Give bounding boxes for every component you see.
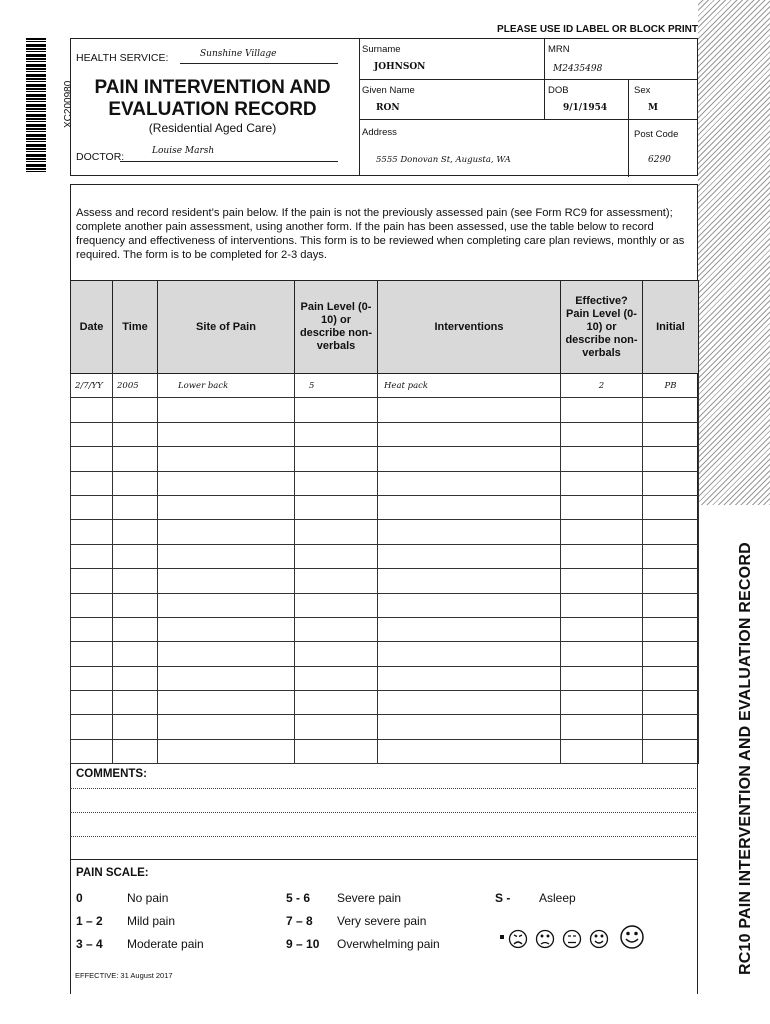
very-sad-face-icon: [510, 931, 527, 948]
table-cell[interactable]: [71, 422, 113, 446]
scale-code: 9 – 10: [286, 937, 320, 951]
table-cell[interactable]: [561, 715, 643, 739]
table-cell[interactable]: [378, 691, 561, 715]
table-cell[interactable]: [643, 471, 699, 495]
table-cell[interactable]: [643, 544, 699, 568]
table-cell[interactable]: [113, 544, 158, 568]
table-cell[interactable]: [561, 617, 643, 641]
table-cell[interactable]: [113, 666, 158, 690]
happy-face-icon: [621, 926, 643, 948]
address-value[interactable]: 5555 Donovan St, Augusta, WA: [376, 155, 511, 165]
health-service-value[interactable]: Sunshine Village: [200, 49, 277, 59]
table-cell[interactable]: [378, 495, 561, 519]
scale-code: 7 – 8: [286, 914, 313, 928]
table-cell[interactable]: [113, 398, 158, 422]
effective-date: EFFECTIVE: 31 August 2017: [75, 971, 173, 980]
table-cell[interactable]: [295, 569, 378, 593]
cell-effective[interactable]: 2: [561, 374, 643, 398]
block-print-note: PLEASE USE ID LABEL OR BLOCK PRINT: [497, 24, 698, 35]
table-cell[interactable]: [71, 569, 113, 593]
table-cell[interactable]: [561, 739, 643, 763]
health-service-label: HEALTH SERVICE:: [76, 52, 169, 64]
dob-label: DOB: [548, 85, 569, 96]
table-cell[interactable]: [561, 666, 643, 690]
col-effective: Effective? Pain Level (0-10) or describe non-verbals: [561, 281, 643, 374]
scale-code: 1 – 2: [76, 914, 103, 928]
table-cell[interactable]: [378, 739, 561, 763]
table-row: [71, 617, 699, 641]
table-cell[interactable]: [158, 398, 295, 422]
pain-scale-divider: [70, 859, 698, 860]
table-row: [71, 715, 699, 739]
table-cell[interactable]: [71, 447, 113, 471]
table-cell[interactable]: [113, 495, 158, 519]
postcode-label: Post Code: [634, 129, 679, 140]
table-row: [71, 642, 699, 666]
table-cell[interactable]: [378, 398, 561, 422]
table-row: [71, 374, 699, 398]
table-cell[interactable]: [158, 715, 295, 739]
table-cell[interactable]: [643, 398, 699, 422]
table-cell[interactable]: [113, 691, 158, 715]
table-cell[interactable]: [643, 520, 699, 544]
table-cell[interactable]: [71, 617, 113, 641]
hatched-margin: [698, 0, 770, 505]
table-cell[interactable]: [113, 422, 158, 446]
table-cell[interactable]: [113, 520, 158, 544]
table-cell[interactable]: [295, 495, 378, 519]
table-cell[interactable]: [561, 398, 643, 422]
table-cell[interactable]: [113, 739, 158, 763]
instructions: Assess and record resident’s pain below. If the pain is not the previously assessed pain (see Form RC9 for assessment); complete another pain assessment, using another form. If the pain has been assessed, use the table below to record frequency and effectiveness of interventions. This form is to be reviewed when completing care plan reviews, monthly or as required. The form is to be completed for 2-3 days.: [76, 207, 685, 261]
table-cell[interactable]: [113, 447, 158, 471]
scale-code: S -: [495, 891, 511, 905]
smile-face-icon: [591, 931, 608, 948]
pain-faces: [508, 925, 658, 953]
table-cell[interactable]: [295, 447, 378, 471]
col-initial: Initial: [643, 281, 699, 374]
scale-desc: No pain: [127, 891, 169, 905]
table-cell[interactable]: [378, 520, 561, 544]
table-cell[interactable]: [295, 520, 378, 544]
table-cell[interactable]: [378, 471, 561, 495]
table-cell[interactable]: [561, 471, 643, 495]
table-cell[interactable]: [643, 569, 699, 593]
health-service-underline: [180, 63, 338, 64]
cell-site[interactable]: Lower back: [158, 374, 295, 398]
table-cell[interactable]: [561, 691, 643, 715]
scale-desc: Overwhelming pain: [337, 937, 440, 951]
table-cell[interactable]: [71, 398, 113, 422]
table-cell[interactable]: [158, 569, 295, 593]
table-cell[interactable]: [378, 666, 561, 690]
neutral-face-icon: [564, 931, 581, 948]
comment-line-2[interactable]: [70, 812, 698, 813]
table-body: [71, 374, 699, 764]
scale-desc: Severe pain: [337, 891, 402, 905]
table-cell[interactable]: [561, 422, 643, 446]
table-cell[interactable]: [643, 447, 699, 471]
table-row: [71, 495, 699, 519]
table-cell[interactable]: [378, 447, 561, 471]
scale-desc: Mild pain: [127, 914, 176, 928]
comments-label: COMMENTS:: [76, 768, 147, 780]
table-cell[interactable]: [643, 422, 699, 446]
intervention-table: [70, 280, 699, 764]
col-time: Time: [113, 281, 158, 374]
table-row: [71, 691, 699, 715]
table-cell[interactable]: [158, 666, 295, 690]
side-title: RC10 PAIN INTERVENTION AND EVALUATION RECORD: [737, 542, 754, 975]
col-pain-level: Pain Level (0-10) or describe non-verbals: [295, 281, 378, 374]
table-cell[interactable]: [71, 739, 113, 763]
sad-face-icon: [537, 931, 554, 948]
table-cell[interactable]: [158, 422, 295, 446]
scale-code: 0: [76, 891, 83, 905]
table-cell[interactable]: [158, 544, 295, 568]
table-cell[interactable]: [378, 642, 561, 666]
scale-desc: Very severe pain: [337, 914, 427, 928]
table-cell[interactable]: [113, 617, 158, 641]
table-cell[interactable]: [643, 617, 699, 641]
table-cell[interactable]: [71, 666, 113, 690]
table-row: [71, 422, 699, 446]
form-title-line1: PAIN INTERVENTION AND: [94, 77, 331, 98]
table-cell[interactable]: [113, 715, 158, 739]
table-cell[interactable]: [71, 471, 113, 495]
given-name-value[interactable]: RON: [376, 103, 400, 113]
scale-desc: Moderate pain: [127, 937, 204, 951]
table-cell[interactable]: [643, 593, 699, 617]
table-cell[interactable]: [71, 691, 113, 715]
table-row: [71, 447, 699, 471]
barcode: [26, 38, 46, 174]
doctor-value[interactable]: Louise Marsh: [152, 146, 215, 156]
table-row: [71, 520, 699, 544]
table-cell[interactable]: [295, 617, 378, 641]
cell-date[interactable]: 2/7/YY: [71, 374, 113, 398]
table-cell[interactable]: [643, 739, 699, 763]
scale-code: 3 – 4: [76, 937, 103, 951]
surname-label: Surname: [362, 44, 401, 55]
table-cell[interactable]: [561, 544, 643, 568]
cell-time[interactable]: 2005: [113, 374, 158, 398]
table-cell[interactable]: [378, 544, 561, 568]
cell-initial[interactable]: PB: [643, 374, 699, 398]
table-cell[interactable]: [561, 520, 643, 544]
table-row: [71, 666, 699, 690]
doctor-underline: [120, 161, 338, 162]
table-cell[interactable]: [158, 471, 295, 495]
table-cell[interactable]: [158, 495, 295, 519]
table-cell[interactable]: [158, 593, 295, 617]
table-cell[interactable]: [561, 495, 643, 519]
table-cell[interactable]: [71, 715, 113, 739]
table-cell[interactable]: [71, 520, 113, 544]
table-cell[interactable]: [71, 593, 113, 617]
table-cell[interactable]: [158, 739, 295, 763]
col-site: Site of Pain: [158, 281, 295, 374]
table-cell[interactable]: [295, 422, 378, 446]
table-cell[interactable]: [295, 471, 378, 495]
table-cell[interactable]: [643, 715, 699, 739]
bullet-icon: [500, 935, 504, 939]
dob-value[interactable]: 9/1/1954: [563, 103, 608, 113]
table-cell[interactable]: [158, 447, 295, 471]
table-cell[interactable]: [295, 739, 378, 763]
scale-desc: Asleep: [539, 891, 576, 905]
table-cell[interactable]: [643, 642, 699, 666]
table-cell[interactable]: [295, 593, 378, 617]
comment-line-1[interactable]: [70, 788, 698, 789]
table-cell[interactable]: [643, 666, 699, 690]
table-cell[interactable]: [295, 544, 378, 568]
table-cell[interactable]: [378, 593, 561, 617]
table-cell[interactable]: [71, 495, 113, 519]
table-row: [71, 398, 699, 422]
sex-label: Sex: [634, 85, 651, 96]
surname-value[interactable]: JOHNSON: [374, 62, 426, 72]
table-cell[interactable]: [71, 642, 113, 666]
mrn-label: MRN: [548, 44, 570, 55]
table-cell[interactable]: [113, 593, 158, 617]
table-cell[interactable]: [113, 569, 158, 593]
table-cell[interactable]: [561, 593, 643, 617]
table-row: [71, 593, 699, 617]
comment-line-3[interactable]: [70, 836, 698, 837]
form-subtitle: (Residential Aged Care): [148, 121, 277, 135]
table-cell[interactable]: [643, 691, 699, 715]
table-cell[interactable]: [295, 715, 378, 739]
sex-value[interactable]: M: [648, 103, 658, 113]
table-cell[interactable]: [295, 398, 378, 422]
table-cell[interactable]: [158, 642, 295, 666]
given-name-label: Given Name: [362, 85, 415, 96]
address-label: Address: [362, 127, 397, 138]
form-title-line2: EVALUATION RECORD: [108, 99, 317, 120]
barcode-number: XC200980: [63, 80, 74, 128]
table-cell[interactable]: [113, 471, 158, 495]
col-interventions: Interventions: [378, 281, 561, 374]
mrn-value[interactable]: M2435498: [553, 64, 603, 74]
table-cell[interactable]: [71, 544, 113, 568]
table-cell[interactable]: [378, 617, 561, 641]
table-cell[interactable]: [378, 715, 561, 739]
table-cell[interactable]: [295, 666, 378, 690]
table-cell[interactable]: [378, 422, 561, 446]
table-cell[interactable]: [158, 691, 295, 715]
table-cell[interactable]: [295, 691, 378, 715]
table-row: [71, 569, 699, 593]
table-cell[interactable]: [158, 617, 295, 641]
col-date: Date: [71, 281, 113, 374]
table-cell[interactable]: [113, 642, 158, 666]
table-cell[interactable]: [295, 642, 378, 666]
table-cell[interactable]: [643, 495, 699, 519]
table-cell[interactable]: [561, 642, 643, 666]
postcode-value[interactable]: 6290: [648, 155, 671, 165]
cell-pain-level[interactable]: 5: [295, 374, 378, 398]
table-cell[interactable]: [378, 569, 561, 593]
table-cell[interactable]: [561, 447, 643, 471]
table-row: [71, 544, 699, 568]
doctor-label: DOCTOR:: [76, 151, 125, 163]
table-cell[interactable]: [561, 569, 643, 593]
table-row: [71, 739, 699, 763]
cell-interventions[interactable]: Heat pack: [378, 374, 561, 398]
scale-code: 5 - 6: [286, 891, 311, 905]
table-cell[interactable]: [158, 520, 295, 544]
pain-scale-label: PAIN SCALE:: [76, 867, 149, 879]
table-row: [71, 471, 699, 495]
